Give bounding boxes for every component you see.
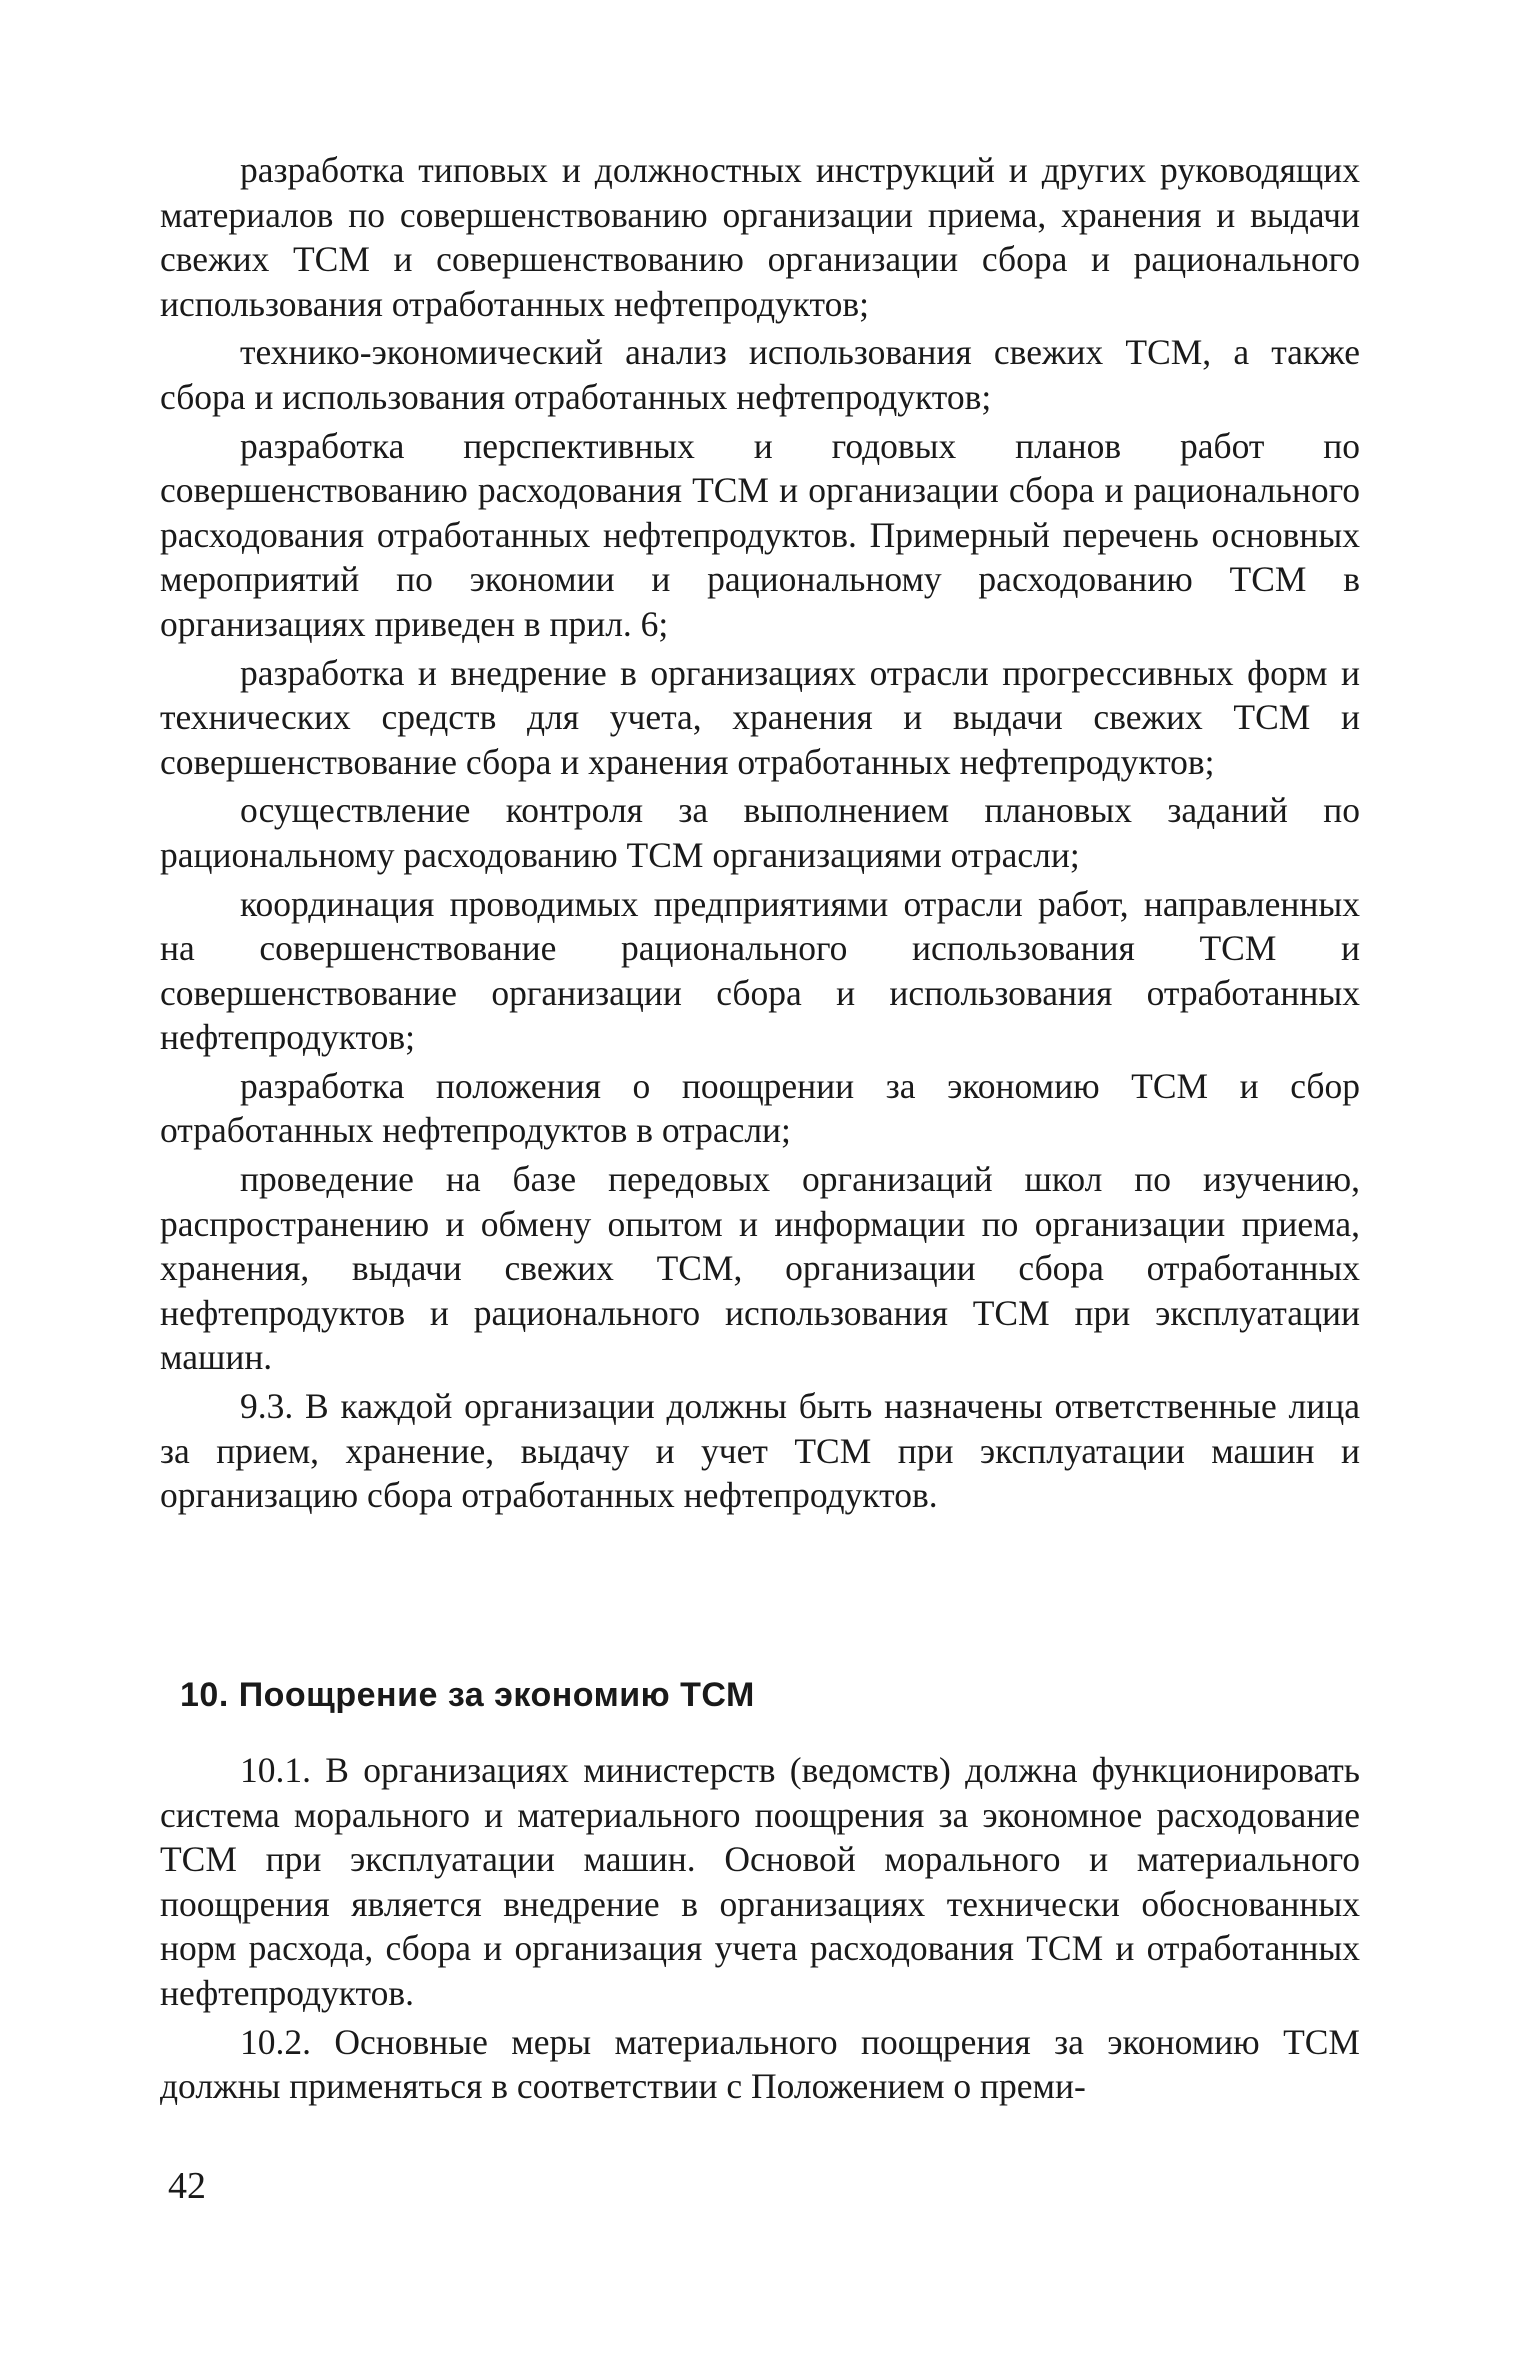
list-item: проведение на базе передовых организаций школ по изучению, распространению и обмену опытом и информации по организации приема, хранения, выдачи свежих ТСМ, организации сбора отработанных нефтепродуктов и рационального использования ТСМ при эксплуатации машин. [160, 1159, 1360, 1378]
section-heading: 10. Поощрение за экономию ТСМ [180, 1676, 755, 1714]
list-item: разработка типовых и должностных инструкций и других руководящих материалов по совершенствованию организации приема, хранения и выдачи свежих ТСМ и совершенствованию организации сбора и рационального использования отработанных нефтепродуктов; [160, 150, 1360, 324]
clause-10-2: 10.2. Основные меры материального поощрения за экономию ТСМ должны применяться в соответствии с Положением о преми- [160, 2021, 1360, 2107]
list-item: осуществление контроля за выполнением плановых заданий по рациональному расходованию ТСМ организациями отрасли; [160, 790, 1360, 875]
list-item: разработка перспективных и годовых планов работ по совершенствованию расходования ТСМ и организации сбора и рационального расходования отработанных нефтепродуктов. Примерный перечень основных мероприятий по экономии и рациональному расходованию ТСМ в организациях приведен в прил. 6; [160, 425, 1360, 644]
list-item: разработка положения о поощрении за экономию ТСМ и сбор отработанных нефтепродуктов в отрасли; [160, 1065, 1360, 1151]
clause-9-3: 9.3. В каждой организации должны быть назначены ответственные лица за прием, хранение, выдачу и учет ТСМ при эксплуатации машин и организацию сбора отработанных нефтепродуктов. [160, 1386, 1360, 1516]
clause-10-1: 10.1. В организациях министерств (ведомств) должна функционировать система морального и материального поощрения за экономное расходование ТСМ при эксплуатации машин. Основой морального и материального поощрения является внедрение в организациях технически обоснованных норм расхода, сбора и организация учета расходования ТСМ и отработанных нефтепродуктов. [160, 1750, 1360, 2013]
list-item: технико-экономический анализ использования свежих ТСМ, а также сбора и использования отработанных нефтепродуктов; [160, 332, 1360, 417]
document-body [160, 148, 1360, 1522]
page-number: 42 [168, 2165, 206, 2207]
list-item: разработка и внедрение в организациях отрасли прогрессивных форм и технических средств для учета, хранения и выдачи свежих ТСМ и совершенствование сбора и хранения отработанных нефтепродуктов; [160, 652, 1360, 782]
list-item: координация проводимых предприятиями отрасли работ, направленных на совершенствование рационального использования ТСМ и совершенствование организации сбора и использования отработанных нефтепродуктов; [160, 883, 1360, 1058]
section-10-body [160, 1748, 1360, 2113]
